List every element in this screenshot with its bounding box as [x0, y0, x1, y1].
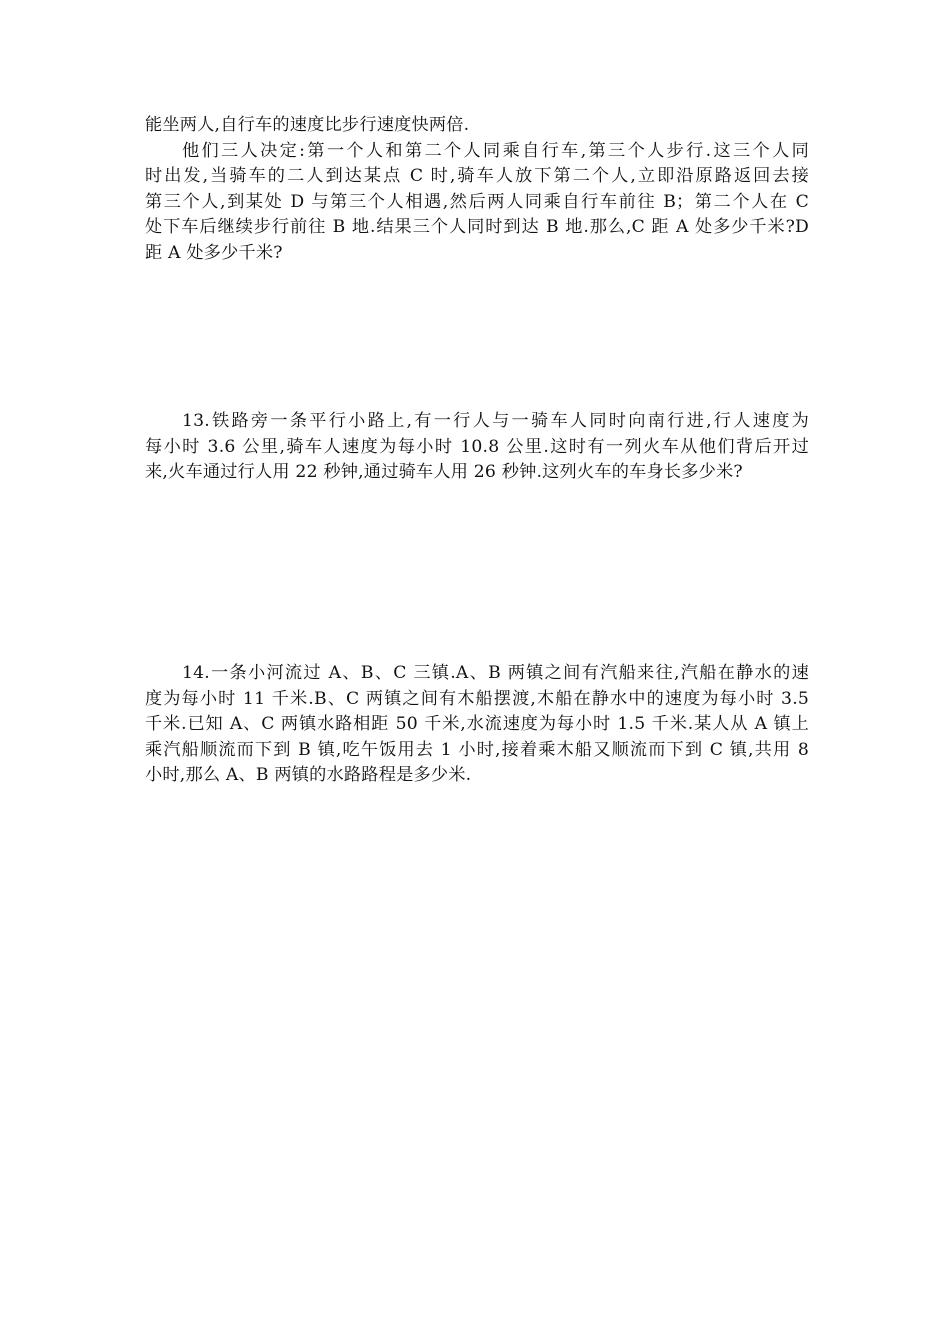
problem-13-text [145, 409, 809, 486]
problem-12-line-2: 他们三人决定:第一个人和第二个人同乘自行车,第三个人步行.这三个人同 [182, 140, 809, 161]
problem-12-line-6: 距 A 处多少千米? [145, 242, 283, 263]
problem-12-line-5: 处下车后继续步行前往 B 地.结果三个人同时到达 B 地.那么,C 距 A 处多少千米?D [145, 217, 809, 238]
problem-13-line-1: 13.铁路旁一条平行小路上,有一行人与一骑车人同时向南行进,行人速度为 [182, 411, 809, 431]
problem-12-text [145, 113, 809, 267]
problem-14-line-3: 千米.已知 A、C 两镇水路相距 50 千米,水流速度为每小时 1.5 千米.某人从 A 镇上 [145, 714, 809, 735]
problem-12-line-3: 时出发,当骑车的二人到达某点 C 时,骑车人放下第二个人,立即沿原路返回去接 [145, 166, 809, 187]
problem-13-line-2: 每小时 3.6 公里,骑车人速度为每小时 10.8 公里.这时有一列火车从他们背后开过 [145, 436, 809, 457]
problem-12-line-4: 第三个人,到某处 D 与第三个人相遇,然后两人同乘自行车前往 B；第二个人在 C [145, 191, 809, 212]
problem-14-line-5: 小时,那么 A、B 两镇的水路路程是多少米. [145, 765, 472, 786]
problem-13-line-3: 来,火车通过行人用 22 秒钟,通过骑车人用 26 秒钟.这列火车的车身长多少米? [145, 462, 743, 483]
problem-12-line-1: 能坐两人,自行车的速度比步行速度快两倍. [145, 115, 470, 135]
problem-14-line-2: 度为每小时 11 千米.B、C 两镇之间有木船摆渡,木船在静水中的速度为每小时 3.5 [145, 688, 809, 709]
problem-14-line-4: 乘汽船顺流而下到 B 镇,吃午饭用去 1 小时,接着乘木船又顺流而下到 C 镇,共用 8 [145, 739, 809, 760]
problem-14-text [145, 661, 809, 789]
problem-14-line-1: 14.一条小河流过 A、B、C 三镇.A、B 两镇之间有汽船来往,汽船在静水的速 [182, 663, 809, 683]
